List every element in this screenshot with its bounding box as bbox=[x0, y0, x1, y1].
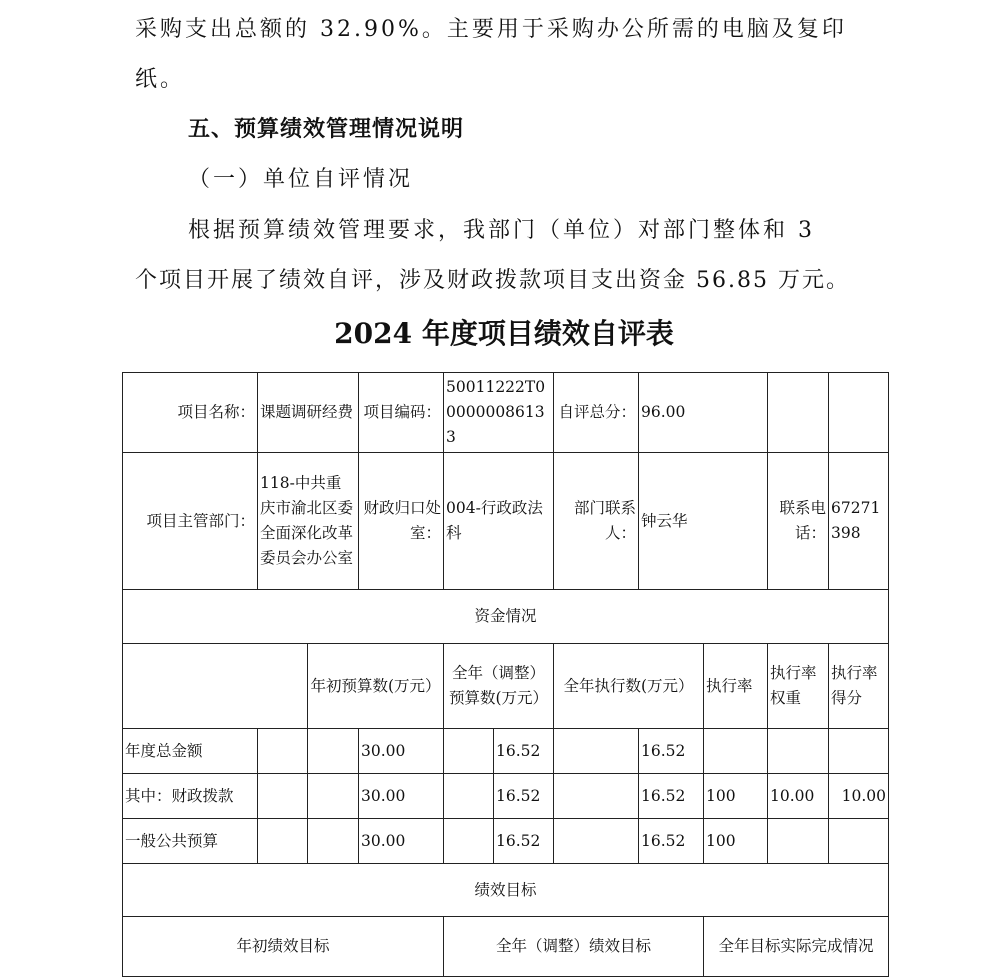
label: 项目编码： bbox=[359, 373, 444, 453]
empty-cell bbox=[123, 644, 308, 729]
info-row bbox=[123, 453, 889, 590]
info-row bbox=[123, 373, 889, 453]
row-label: 其中：财政拨款 bbox=[123, 774, 258, 819]
empty-cell bbox=[554, 819, 639, 864]
empty-cell bbox=[444, 774, 494, 819]
empty-cell bbox=[258, 819, 308, 864]
table-row bbox=[123, 819, 889, 864]
column-header: 全年（调整）绩效目标 bbox=[444, 917, 704, 977]
body-text: 根据预算绩效管理要求，我部门（单位）对部门整体和 3 bbox=[188, 218, 815, 243]
adjusted-budget: 16.52 bbox=[494, 774, 554, 819]
table-row bbox=[123, 729, 889, 774]
label: 项目名称： bbox=[123, 373, 258, 453]
section-header: 绩效目标 bbox=[123, 864, 889, 917]
column-header: 执行率 bbox=[704, 644, 768, 729]
column-header: 全年目标实际完成情况 bbox=[704, 917, 889, 977]
label: 财政归口处室： bbox=[359, 453, 444, 590]
subsection-heading: （一）单位自评情况 bbox=[188, 167, 414, 192]
empty-cell bbox=[258, 729, 308, 774]
goals-header-row bbox=[123, 917, 889, 977]
empty-cell bbox=[308, 774, 359, 819]
column-header: 全年执行数(万元） bbox=[554, 644, 704, 729]
empty-cell bbox=[308, 729, 359, 774]
empty-cell bbox=[444, 729, 494, 774]
label: 部门联系人： bbox=[554, 453, 639, 590]
executed: 16.52 bbox=[639, 729, 704, 774]
executed: 16.52 bbox=[639, 819, 704, 864]
column-header: 年初预算数(万元） bbox=[308, 644, 444, 729]
table-title: 2024 年度项目绩效自评表 bbox=[334, 317, 674, 350]
rate: 100 bbox=[704, 819, 768, 864]
score: 10.00 bbox=[829, 774, 889, 819]
initial-budget: 30.00 bbox=[359, 729, 444, 774]
weight bbox=[768, 729, 829, 774]
phone: 67271398 bbox=[829, 453, 889, 590]
section-header: 资金情况 bbox=[123, 590, 889, 644]
empty-cell bbox=[444, 819, 494, 864]
office: 004-行政政法科 bbox=[444, 453, 554, 590]
contact: 钟云华 bbox=[639, 453, 768, 590]
performance-table bbox=[122, 372, 889, 977]
table-row bbox=[123, 774, 889, 819]
self-score: 96.00 bbox=[639, 373, 768, 453]
project-name: 课题调研经费 bbox=[258, 373, 359, 453]
initial-budget: 30.00 bbox=[359, 819, 444, 864]
rate bbox=[704, 729, 768, 774]
project-code: 50011222T000000086133 bbox=[444, 373, 554, 453]
body-text: 采购支出总额的 32.90%。主要用于采购办公所需的电脑及复印 bbox=[135, 17, 847, 42]
row-label: 一般公共预算 bbox=[123, 819, 258, 864]
body-text: 个项目开展了绩效自评，涉及财政拨款项目支出资金 56.85 万元。 bbox=[135, 268, 850, 293]
body-text: 纸。 bbox=[135, 67, 186, 92]
score bbox=[829, 729, 889, 774]
label: 自评总分： bbox=[554, 373, 639, 453]
empty-cell bbox=[308, 819, 359, 864]
adjusted-budget: 16.52 bbox=[494, 819, 554, 864]
empty-cell bbox=[258, 774, 308, 819]
section-heading: 五、预算绩效管理情况说明 bbox=[188, 117, 465, 142]
executed: 16.52 bbox=[639, 774, 704, 819]
column-header: 执行率权重 bbox=[768, 644, 829, 729]
adjusted-budget: 16.52 bbox=[494, 729, 554, 774]
empty-cell bbox=[554, 774, 639, 819]
score bbox=[829, 819, 889, 864]
column-header: 年初绩效目标 bbox=[123, 917, 444, 977]
label: 项目主管部门： bbox=[123, 453, 258, 590]
rate: 100 bbox=[704, 774, 768, 819]
empty-cell bbox=[554, 729, 639, 774]
funds-header-row bbox=[123, 644, 889, 729]
empty-cell bbox=[768, 373, 829, 453]
dept: 118-中共重庆市渝北区委全面深化改革委员会办公室 bbox=[258, 453, 359, 590]
weight bbox=[768, 819, 829, 864]
column-header: 全年（调整）预算数(万元） bbox=[444, 644, 554, 729]
row-label: 年度总金额 bbox=[123, 729, 258, 774]
initial-budget: 30.00 bbox=[359, 774, 444, 819]
label: 联系电话： bbox=[768, 453, 829, 590]
column-header: 执行率得分 bbox=[829, 644, 889, 729]
empty-cell bbox=[829, 373, 889, 453]
weight: 10.00 bbox=[768, 774, 829, 819]
